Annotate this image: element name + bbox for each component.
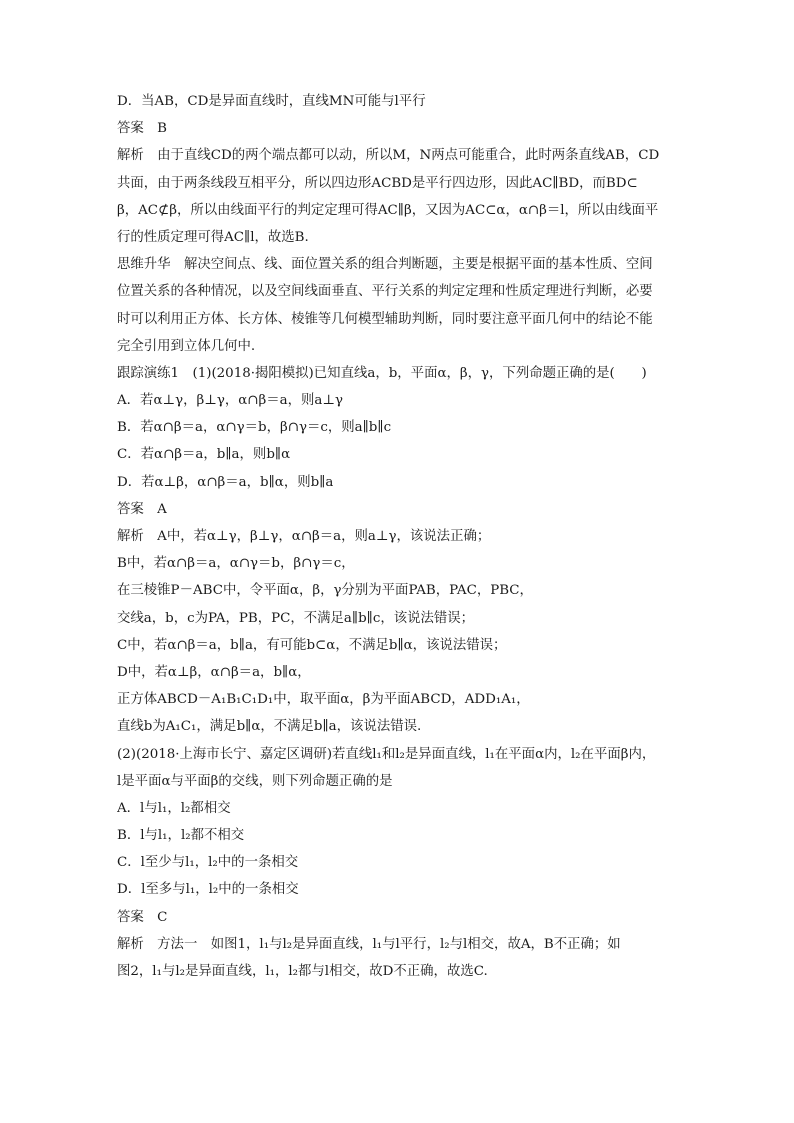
analysis-line: β，AC⊄β，所以由线面平行的判定定理可得AC∥β，又因为AC⊂α，α∩β＝l，所以由线面平 <box>117 202 659 218</box>
option-line: D．l至多与l₁，l₂中的一条相交 <box>117 882 299 898</box>
answer-line: 答案 C <box>117 909 168 925</box>
analysis-line: 共面，由于两条线段互相平分，所以四边形ACBD是平行四边形，因此AC∥BD，而BD⊂ <box>117 175 638 191</box>
analysis-line: C中，若α∩β＝a，b∥a，有可能b⊂α，不满足b∥α，该说法错误； <box>117 637 507 653</box>
analysis-line: 在三棱锥P－ABC中，令平面α，β，γ分别为平面PAB，PAC，PBC， <box>117 583 533 599</box>
analysis-line: 直线b为A₁C₁，满足b∥α，不满足b∥a，该说法错误. <box>117 719 422 735</box>
option-line: D．若α⊥β，α∩β＝a，b∥α，则b∥a <box>117 474 334 490</box>
analysis-line: B中，若α∩β＝a，α∩γ＝b，β∩γ＝c， <box>117 556 355 572</box>
answer-line: 答案 A <box>117 501 167 517</box>
analysis-line: 解析 A中，若α⊥γ，β⊥γ，α∩β＝a，则a⊥γ，该说法正确； <box>117 529 491 544</box>
question-line: l是平面α与平面β的交线，则下列命题正确的是 <box>117 773 393 789</box>
analysis-line: 图2，l₁与l₂是异面直线，l₁，l₂都与l相交，故D不正确，故选C. <box>117 964 488 979</box>
option-line: A．若α⊥γ，β⊥γ，α∩β＝a，则a⊥γ <box>117 393 343 409</box>
option-line: C．l至少与l₁，l₂中的一条相交 <box>117 855 299 871</box>
analysis-line: D中，若α⊥β，α∩β＝a，b∥α， <box>117 664 311 680</box>
option-d-line: D．当AB，CD是异面直线时，直线MN可能与l平行 <box>117 94 426 109</box>
analysis-line: 解析 方法一 如图1，l₁与l₂是异面直线，l₁与l平行，l₂与l相交，故A，B不正确；如 <box>117 936 621 952</box>
question-line: (2)(2018·上海市长宁、嘉定区调研)若直线l₁和l₂是异面直线，l₁在平面α内，l₂在平面β内， <box>117 746 656 762</box>
answer-line: 答案 B <box>117 121 168 137</box>
document-page <box>117 88 683 985</box>
option-line: B．若α∩β＝a，α∩γ＝b，β∩γ＝c，则a∥b∥c <box>117 420 392 436</box>
option-line: A．l与l₁，l₂都相交 <box>117 800 231 816</box>
exercise-question-line: 跟踪演练1 (1)(2018·揭阳模拟)已知直线a，b，平面α，β，γ，下列命题正确的是( ) <box>117 365 647 381</box>
analysis-line: 正方体ABCD－A₁B₁C₁D₁中，取平面α，β为平面ABCD，ADD₁A₁， <box>117 692 530 708</box>
summary-line: 思维升华 解决空间点、线、面位置关系的组合判断题，主要是根据平面的基本性质、空间 <box>117 257 653 273</box>
option-line: C．若α∩β＝a，b∥a，则b∥α <box>117 447 291 463</box>
summary-line: 完全引用到立体几何中. <box>117 338 256 354</box>
summary-line: 时可以利用正方体、长方体、棱锥等几何模型辅助判断，同时要注意平面几何中的结论不能 <box>117 311 653 327</box>
analysis-line: 解析 由于直线CD的两个端点都可以动，所以M，N两点可能重合，此时两条直线AB，CD <box>117 148 660 164</box>
summary-line: 位置关系的各种情况，以及空间线面垂直、平行关系的判定定理和性质定理进行判断，必要 <box>117 284 653 300</box>
option-line: B．l与l₁，l₂都不相交 <box>117 828 245 844</box>
analysis-line: 行的性质定理可得AC∥l，故选B. <box>117 229 309 245</box>
analysis-line: 交线a，b，c为PA，PB，PC，不满足a∥b∥c，该说法错误； <box>117 610 475 626</box>
